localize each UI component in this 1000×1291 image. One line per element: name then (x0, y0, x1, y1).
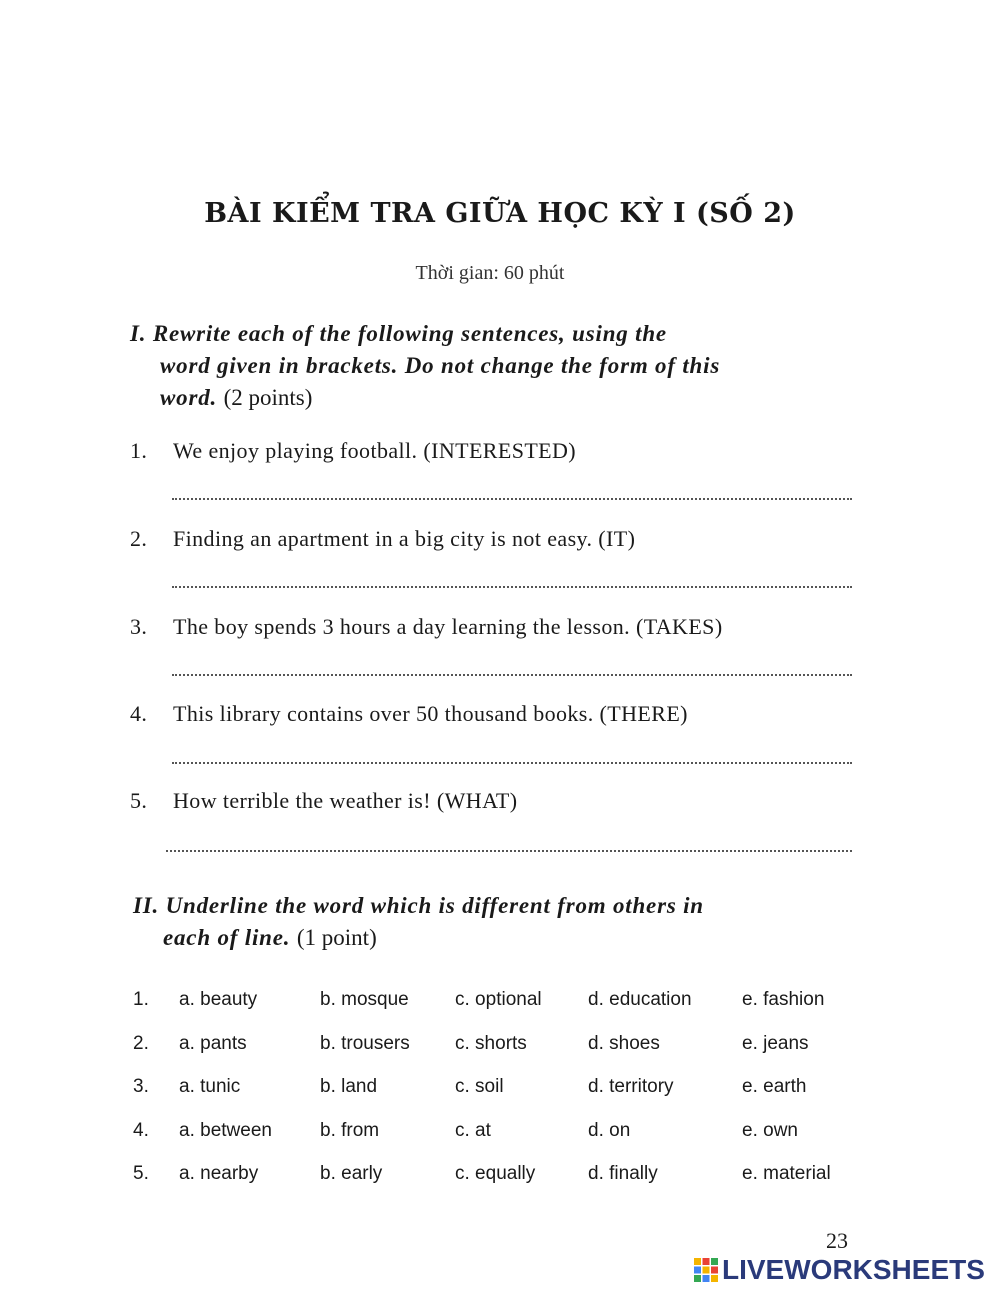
option-b[interactable]: b. early (320, 1163, 383, 1184)
option-a[interactable]: a. beauty (179, 989, 258, 1010)
item-number: 1. (130, 438, 148, 463)
item-number: 5. (130, 788, 148, 813)
time-allowed: Thời gian: 60 phút (415, 262, 565, 284)
page-number: 23 (826, 1228, 848, 1253)
option-c[interactable]: c. soil (455, 1076, 504, 1097)
option-d[interactable]: d. on (588, 1120, 631, 1141)
option-d[interactable]: d. shoes (588, 1033, 660, 1054)
list-item (130, 701, 688, 727)
option-b[interactable]: b. mosque (320, 989, 409, 1010)
brand-name: LIVEWORKSHEETS (722, 1254, 985, 1285)
item-text: This library contains over 50 thousand books. (THERE) (173, 701, 688, 726)
option-d[interactable]: d. education (588, 989, 692, 1010)
row-number: 3. (133, 1076, 149, 1097)
item-number: 3. (130, 614, 148, 639)
row-number: 5. (133, 1163, 149, 1184)
option-c[interactable]: c. shorts (455, 1033, 527, 1054)
option-e[interactable]: e. fashion (742, 989, 825, 1010)
option-c[interactable]: c. equally (455, 1163, 536, 1184)
option-d[interactable]: d. territory (588, 1076, 674, 1097)
liveworksheets-logo-icon (694, 1258, 718, 1282)
row-number: 4. (133, 1120, 149, 1141)
row-number: 1. (133, 989, 149, 1010)
option-a[interactable]: a. tunic (179, 1076, 241, 1097)
table-row (133, 1120, 893, 1148)
option-e[interactable]: e. earth (742, 1076, 807, 1097)
answer-line-4[interactable] (172, 762, 852, 764)
answer-line-5[interactable] (166, 850, 852, 852)
option-a[interactable]: a. between (179, 1120, 272, 1141)
option-a[interactable]: a. nearby (179, 1163, 259, 1184)
section-1-heading-line-2: word given in brackets. Do not change the form of this (160, 353, 721, 378)
option-e[interactable]: e. jeans (742, 1033, 809, 1054)
option-b[interactable]: b. land (320, 1076, 378, 1097)
answer-line-2[interactable] (172, 586, 852, 588)
option-c[interactable]: c. optional (455, 989, 542, 1010)
table-row (133, 989, 893, 1017)
section-1-heading (130, 318, 860, 414)
brand-logo (694, 1255, 985, 1285)
table-row (133, 1033, 893, 1061)
option-e[interactable]: e. own (742, 1120, 798, 1141)
item-number: 2. (130, 526, 148, 551)
option-c[interactable]: c. at (455, 1120, 491, 1141)
table-row (133, 1076, 893, 1104)
section-1-heading-line-3: word. (160, 385, 218, 410)
answer-line-1[interactable] (172, 498, 852, 500)
item-text: Finding an apartment in a big city is not easy. (IT) (173, 526, 636, 551)
item-text: We enjoy playing football. (INTERESTED) (173, 438, 577, 463)
list-item (130, 614, 723, 640)
section-1-points: (2 points) (223, 385, 313, 410)
option-b[interactable]: b. from (320, 1120, 380, 1141)
list-item (130, 788, 517, 814)
item-number: 4. (130, 701, 148, 726)
option-e[interactable]: e. material (742, 1163, 831, 1184)
page-title: BÀI KIỂM TRA GIỮA HỌC KỲ I (SỐ 2) (204, 198, 796, 229)
row-number: 2. (133, 1033, 149, 1054)
option-a[interactable]: a. pants (179, 1033, 247, 1054)
option-b[interactable]: b. trousers (320, 1033, 410, 1054)
list-item (130, 526, 635, 552)
section-2-heading-line-2: each of line. (163, 925, 291, 950)
section-2-points: (1 point) (296, 925, 377, 950)
option-d[interactable]: d. finally (588, 1163, 658, 1184)
list-item (130, 438, 576, 464)
table-row (133, 1163, 893, 1191)
item-text: The boy spends 3 hours a day learning the lesson. (TAKES) (173, 614, 723, 639)
answer-line-3[interactable] (172, 674, 852, 676)
section-2-heading-line-1: II. Underline the word which is different from others in (133, 893, 704, 918)
section-2-heading (133, 890, 873, 954)
section-1-heading-line-1: I. Rewrite each of the following sentences, using the (130, 321, 667, 346)
item-text: How terrible the weather is! (WHAT) (173, 788, 518, 813)
